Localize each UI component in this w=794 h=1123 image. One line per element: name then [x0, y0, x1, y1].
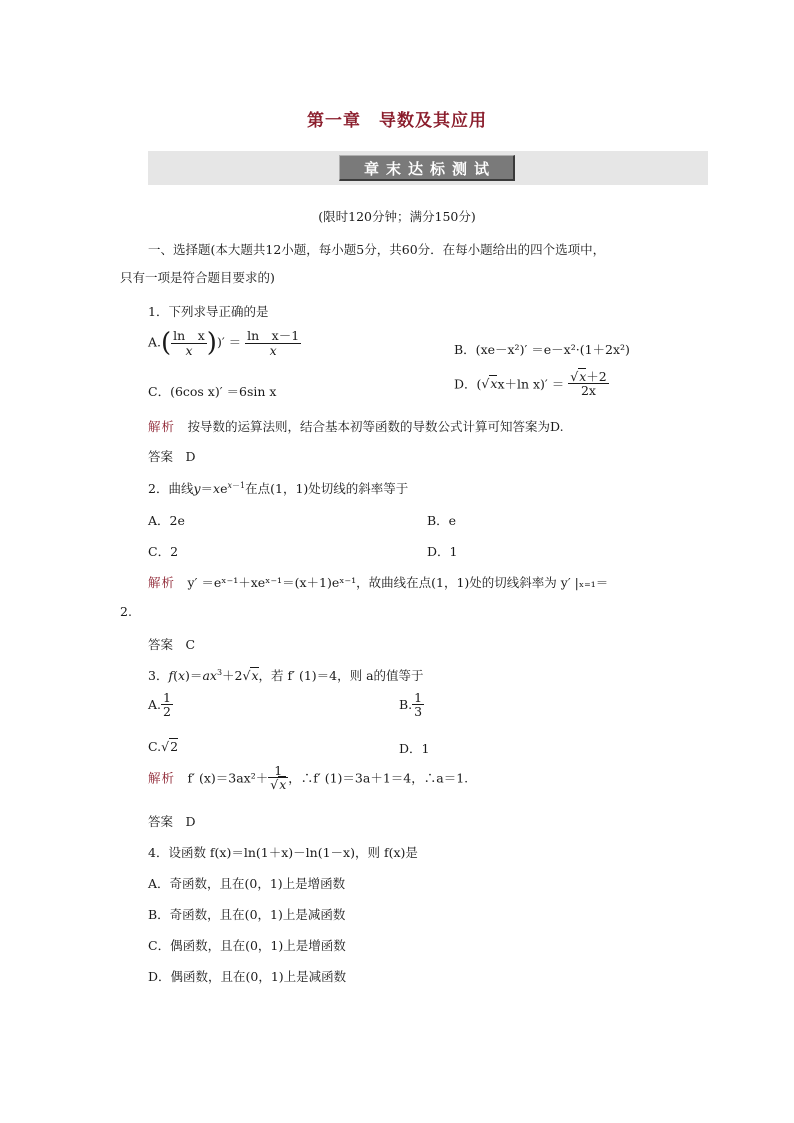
section-instruction-line2: 只有一项是符合题目要求的): [120, 270, 275, 285]
q4-option-d: D．偶函数，且在(0，1)上是减函数: [148, 969, 347, 984]
q3-option-c: C.√2: [148, 739, 179, 754]
q1-a-eq: )′ ＝: [216, 334, 242, 350]
q2-answer: 答案 C: [148, 637, 196, 652]
q1-analysis: 解析 按导数的运算法则，结合基本初等函数的导数公式计算可知答案为D.: [148, 419, 564, 434]
chapter-title: 第一章 导数及其应用: [307, 111, 487, 131]
q1-answer: 答案 D: [148, 449, 196, 464]
banner-label: 章末达标测试: [339, 155, 515, 181]
q1-option-c: C．(6cos x)′ ＝6sin x: [148, 384, 277, 399]
open-paren: (: [161, 328, 172, 358]
q1-option-d: D．(√xx＋ln x)′ ＝ $\frac{√x+2}{2x}$: [454, 369, 607, 399]
section-banner: [148, 151, 708, 185]
q4-option-c: C．偶函数，且在(0，1)上是增函数: [148, 938, 346, 953]
sqrt-x: x: [490, 376, 498, 392]
q3-stem: 3．$f(x)=ax^3+2√x$，若 f′ (1)＝4，则 a的值等于: [148, 667, 424, 683]
close-paren: ): [206, 328, 217, 358]
time-limit-note: (限时120分钟；满分150分): [318, 209, 476, 224]
q2-option-b: B．e: [427, 513, 457, 528]
q2-analysis-tail: 2.: [120, 604, 132, 619]
q2-option-d: D．1: [427, 544, 458, 559]
q2-stem: 2．曲线$y=xe^{x-1}$在点(1，1)处切线的斜率等于: [148, 480, 409, 496]
q2-option-a: A．2e: [148, 513, 185, 528]
q1-stem: 1．下列求导正确的是: [148, 304, 269, 319]
q4-stem: 4．设函数 f(x)＝ln(1＋x)－ln(1－x)，则 f(x)是: [148, 845, 418, 860]
q4-option-a: A．奇函数，且在(0，1)上是增函数: [148, 876, 346, 891]
q1-a-result-fraction: $\frac{\text{ln x－1}}{x}$: [247, 328, 300, 358]
section-instruction-line1: 一、选择题(本大题共12小题，每小题5分，共60分．在每小题给出的四个选项中，: [148, 242, 606, 257]
q3-option-b: B. $\frac{1}{3}$: [399, 690, 423, 720]
q3-analysis: 解析 f′ (x)＝3ax²＋ $\frac{1}{√x}$ ，∴f′ (1)＝3a＋1＝4，∴a＝1.: [148, 763, 469, 793]
q1-d-fraction: $\frac{√x+2}{2x}$: [570, 369, 607, 399]
q3-option-a: A. $\frac{1}{2}$: [148, 690, 171, 720]
q2-option-c: C．2: [148, 544, 179, 559]
q3-option-d: D．1: [399, 741, 430, 756]
q1-a-fraction: $\frac{\text{ln x}}{x}$: [173, 328, 205, 358]
q1-option-b: B．(xe－x²)′ ＝e－x²·(1＋2x²): [454, 342, 630, 357]
q1-option-a: [148, 328, 301, 358]
q2-analysis: 解析 y′ ＝eˣ⁻¹＋xeˣ⁻¹＝(x＋1)eˣ⁻¹，故曲线在点(1，1)处的切线斜率为 y′ |ₓ₌₁＝: [148, 575, 609, 590]
q4-option-b: B．奇函数，且在(0，1)上是减函数: [148, 907, 346, 922]
q3-answer: 答案 D: [148, 814, 196, 829]
q1-a-label: A.: [148, 334, 162, 350]
analysis-label: 解析: [148, 419, 176, 434]
